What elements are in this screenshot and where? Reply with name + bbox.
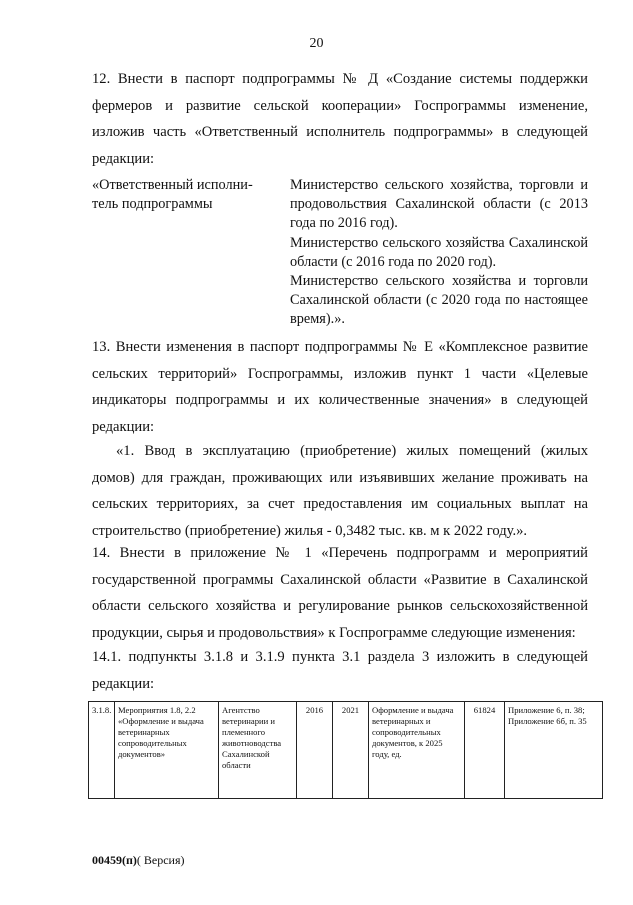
measures-table <box>88 701 603 799</box>
cell-indicator: Оформление и выдача ветеринарных и сопроводительных документов, к 2025 году, ед. <box>369 702 465 799</box>
executor-period-1: Министерство сельского хозяйства, торговли и продовольствия Сахалинской области (с 2013 года по 2016 год). <box>290 177 588 232</box>
responsible-executor-label: «Ответственный исполни-тель подпрограммы <box>92 177 253 213</box>
document-footer <box>92 853 185 868</box>
page-number: 20 <box>309 36 324 51</box>
cell-event: Мероприятия 1.8, 2.2 «Оформление и выдача ветеринарных сопроводительных документов» <box>115 702 219 799</box>
executor-period-3: Министерство сельского хозяйства и торговли Сахалинской области (с 2020 года по настоящее время).». <box>290 273 588 328</box>
table-row <box>89 702 603 799</box>
cell-year-end: 2021 <box>333 702 369 799</box>
paragraph-13: 13. Внести изменения в паспорт подпрограммы № Е «Комплексное развитие сельских территорий» Госпрограммы, изложив пункт 1 части «Целевые индикаторы подпрограммы и их количественные значения» в следующей редакции: <box>92 339 588 435</box>
paragraph-12: 12. Внести в паспорт подпрограммы № Д «Создание системы поддержки фермеров и развитие сельской кооперации» Госпрограммы изменение, изложив часть «Ответственный исполнитель подпрограммы» в следующей редакции: <box>92 71 588 167</box>
executor-period-2: Министерство сельского хозяйства Сахалинской области (с 2016 года по 2020 год). <box>290 234 588 270</box>
responsible-executor-values <box>290 176 588 330</box>
cell-year-start: 2016 <box>297 702 333 799</box>
document-code: 00459(п) <box>92 853 137 867</box>
cell-appendix: Приложение 6, п. 38; Приложение 6б, п. 35 <box>505 702 603 799</box>
cell-agency: Агентство ветеринарии и племенного животноводства Сахалинской области <box>219 702 297 799</box>
document-version: ( Версия) <box>136 853 185 867</box>
quote-13: «1. Ввод в эксплуатацию (приобретение) жилых помещений (жилых домов) для граждан, проживающих или изъявивших желание проживать на сельских территориях, за счет предоставления им социальных выплат на строительство (приобретение) жилья - 0,3482 тыс. кв. м к 2022 году.». <box>92 443 588 539</box>
cell-num: 3.1.8. <box>89 702 115 799</box>
paragraph-14-1: 14.1. подпункты 3.1.8 и 3.1.9 пункта 3.1 раздела 3 изложить в следующей редакции: <box>92 649 588 692</box>
cell-value: 61824 <box>465 702 505 799</box>
paragraph-14: 14. Внести в приложение № 1 «Перечень подпрограмм и мероприятий государственной программы Сахалинской области «Развитие в Сахалинской области сельского хозяйства и регулирование рынков сельскохозяйственной продукции, сырья и продовольствия» к Госпрограмме следующие изменения: <box>92 545 588 641</box>
